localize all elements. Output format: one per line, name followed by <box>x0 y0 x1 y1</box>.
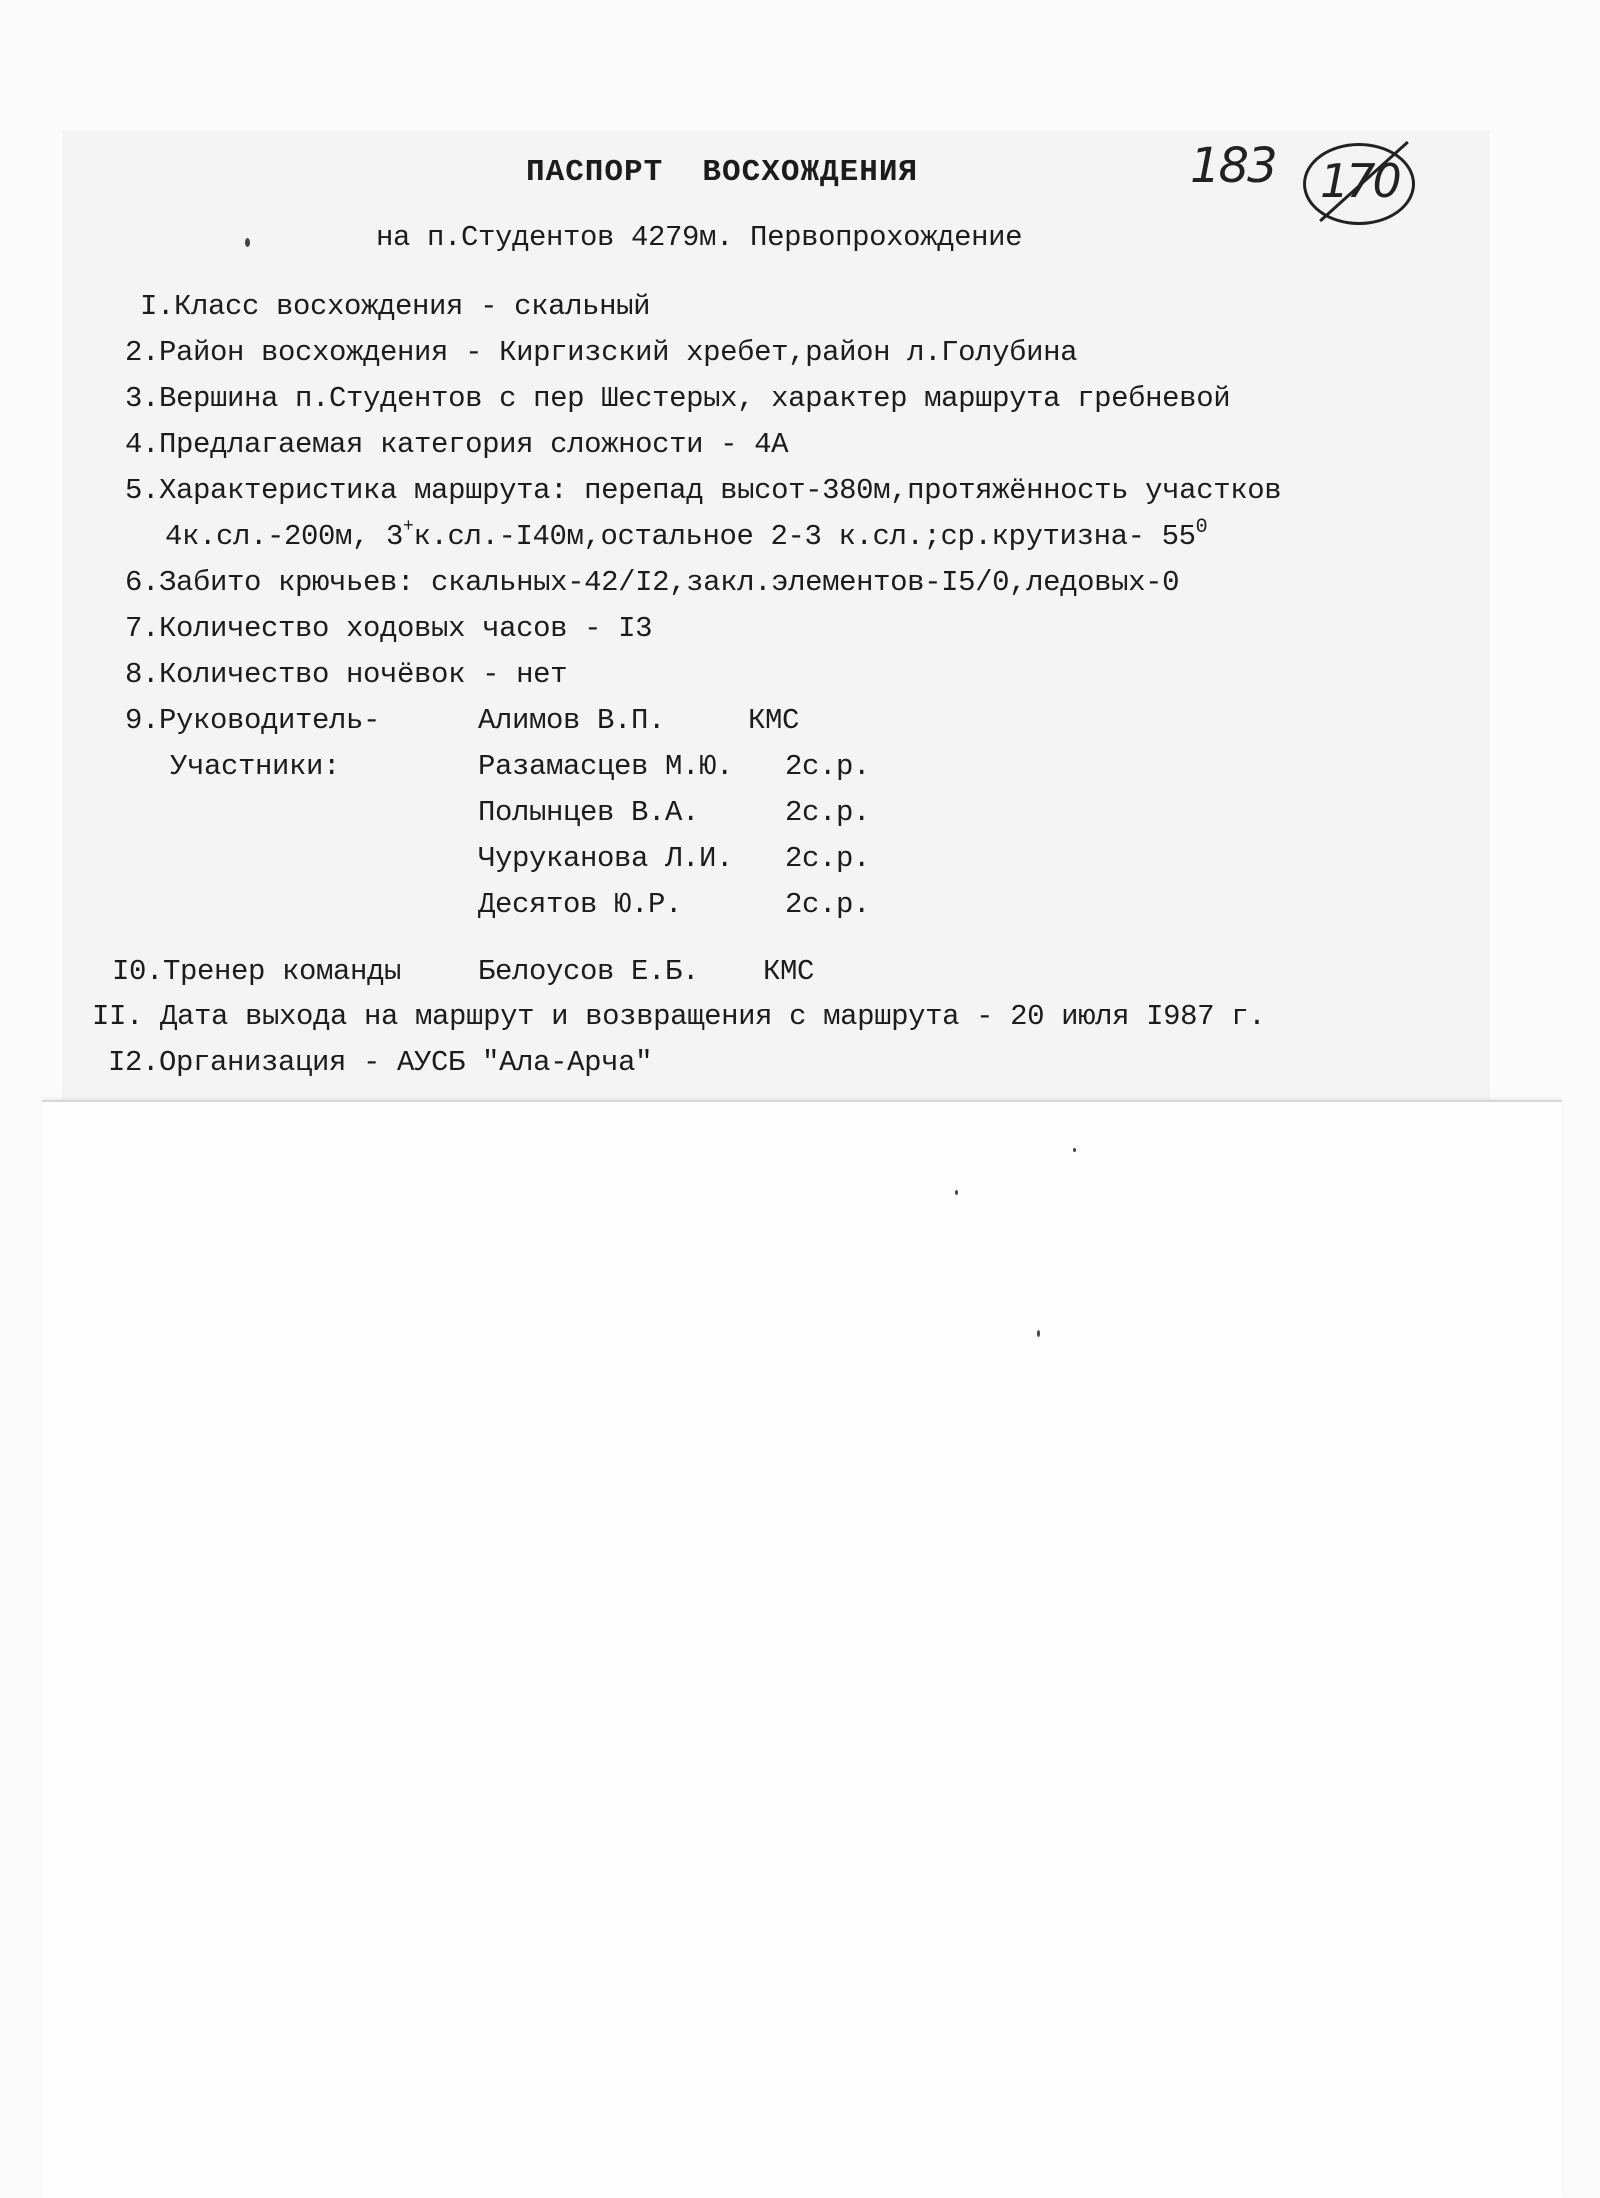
participants-label: Участники: <box>170 750 341 783</box>
handwritten-page-number: 183 <box>1190 138 1276 194</box>
item-4: 4.Предлагаемая категория сложности - 4А <box>125 428 789 461</box>
participant-name: Десятов Ю.Р. <box>478 888 683 921</box>
participant-rank: 2с.р. <box>785 888 871 921</box>
item-3: 3.Вершина п.Студентов с пер Шестерых, характер маршрута гребневой <box>125 382 1231 415</box>
document-subtitle: на п.Студентов 4279м. Первопрохождение <box>376 221 1023 254</box>
organization: I2.Организация - АУСБ "Ала-Арча" <box>108 1046 653 1079</box>
item-5: 5.Характеристика маршрута: перепад высот-380м,протяжённость участков <box>125 474 1282 507</box>
participant-name: Чуруканова Л.И. <box>478 842 734 875</box>
item-5-continuation: 4к.сл.-200м, 3+к.сл.-I40м,остальное 2-3 к.сл.;ср.крутизна- $55^0$ <box>165 516 1208 553</box>
participant-rank: 2с.р. <box>785 750 871 783</box>
item-7: 7.Количество ходовых часов - I3 <box>125 612 653 645</box>
leader-rank: КМС <box>748 704 800 737</box>
item-2: 2.Район восхождения - Киргизский хребет,район л.Голубина <box>125 336 1078 369</box>
leader-label: 9.Руководитель- <box>125 704 381 737</box>
participant-rank: 2с.р. <box>785 842 871 875</box>
coach-name: Белоусов Е.Б. <box>478 955 700 988</box>
coach-label: I0.Тренер команды <box>112 955 402 988</box>
scan-speck <box>245 238 250 247</box>
scan-speck <box>1037 1330 1040 1337</box>
item-6: 6.Забито крючьев: скальных-42/I2,закл.элементов-I5/0,ледовых-0 <box>125 566 1180 599</box>
document-title: ПАСПОРТ ВОСХОЖДЕНИЯ <box>526 155 919 190</box>
item-8: 8.Количество ночёвок - нет <box>125 658 568 691</box>
coach-rank: КМС <box>763 955 815 988</box>
route-date: II. Дата выхода на маршрут и возвращения с маршрута - 20 июля I987 г. <box>92 1000 1266 1033</box>
participant-rank: 2с.р. <box>785 796 871 829</box>
item-1: I.Класс восхождения - скальный <box>140 290 651 323</box>
participant-name: Полынцев В.А. <box>478 796 700 829</box>
scan-speck <box>955 1190 958 1195</box>
crossed-old-number: 170 <box>1320 154 1399 208</box>
scan-speck <box>1073 1148 1076 1152</box>
participant-name: Разамасцев М.Ю. <box>478 750 734 783</box>
blank-sheet <box>42 1100 1562 2198</box>
leader-name: Алимов В.П. <box>478 704 666 737</box>
